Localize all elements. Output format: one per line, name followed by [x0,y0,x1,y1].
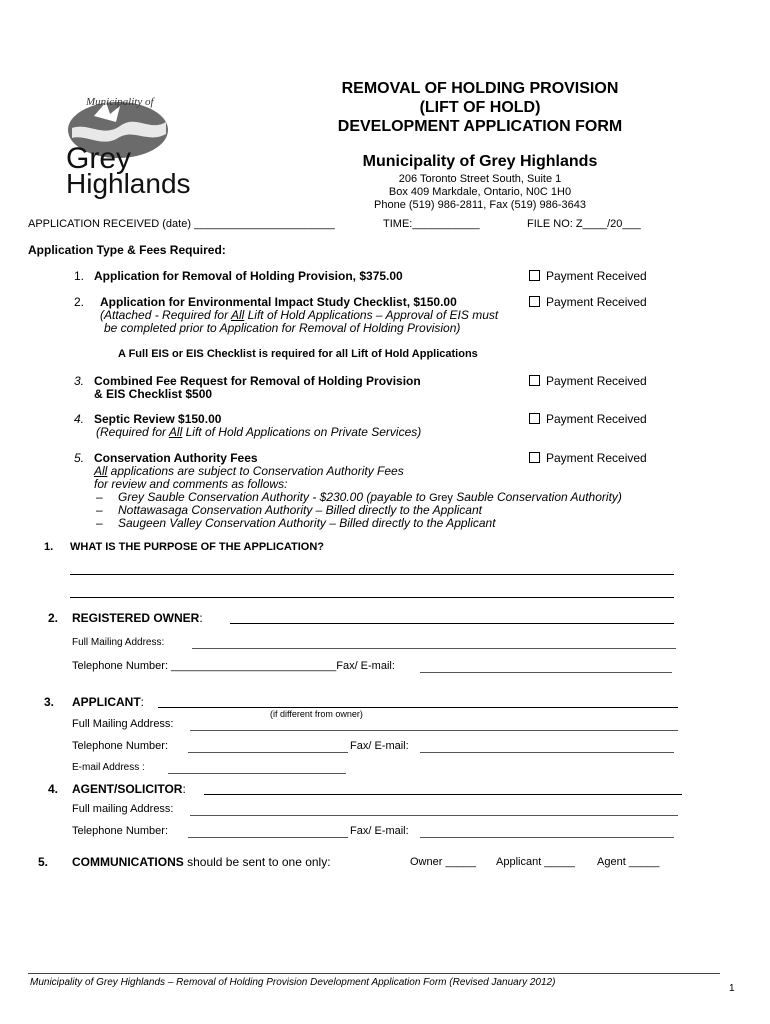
fee-item-5-text: Conservation Authority Fees [94,451,258,465]
agent-telephone-label: Telephone Number: [72,825,169,837]
owner-mailing-address-field[interactable] [192,648,676,649]
fee-item-1-text: Application for Removal of Holding Provision, $375.00 [94,269,403,283]
communications-agent-option[interactable]: Agent _____ [597,856,660,868]
ca-dash-2: – [96,503,103,517]
applicant-email-label: E-mail Address : [72,762,145,773]
q1-number: 1. [44,541,54,553]
q4-number: 4. [48,782,59,796]
file-number: FILE NO: Z____/20___ [527,218,641,230]
applicant-telephone-field[interactable] [188,752,348,753]
q5-number: 5. [38,855,49,869]
form-title-2: (LIFT OF HOLD) [419,99,541,116]
applicant-mailing-address-field[interactable] [190,730,678,731]
applicant-field[interactable] [158,707,678,708]
ca-grey-sauble: Grey Sauble Conservation Authority - $230.00 (payable to Grey Sauble Conservation Authority) [118,490,622,504]
payment-received-label: Payment Received [546,451,647,465]
payment-received-checkbox-4[interactable] [529,412,647,426]
org-name: Municipality of Grey Highlands [362,153,598,170]
received-time: TIME:___________ [383,218,480,230]
applicant-fax-email-label: Fax/ E-mail: [350,740,409,752]
municipality-logo [58,92,218,202]
checkbox-icon[interactable] [529,296,540,307]
ca-dash-3: – [96,516,103,530]
q2-number: 2. [48,611,59,625]
payment-received-label: Payment Received [546,269,647,283]
org-phone-fax: Phone (519) 986-2811, Fax (519) 986-3643 [374,199,586,211]
eis-requirement-note: A Full EIS or EIS Checklist is required for all Lift of Hold Applications [118,348,478,360]
form-title-1: REMOVAL OF HOLDING PROVISION [341,80,619,97]
application-received-date: APPLICATION RECEIVED (date) _______________________ [28,218,335,230]
payment-received-checkbox-5[interactable] [529,451,647,465]
fee-item-2-text: Application for Environmental Impact Study Checklist, $150.00 [100,295,457,309]
owner-fax-email-field[interactable] [420,672,672,673]
fee-item-1-num: 1. [74,269,85,283]
fee-item-2-num: 2. [74,295,85,309]
agent-fax-email-label: Fax/ E-mail: [350,825,409,837]
fee-item-3-text-2: & EIS Checklist $500 [94,387,213,401]
payment-received-label: Payment Received [546,412,647,426]
purpose-answer-line-2[interactable] [70,597,674,598]
fee-item-4-text: Septic Review $150.00 [94,412,222,426]
owner-mailing-address-label: Full Mailing Address: [72,637,165,648]
org-address-1: 206 Toronto Street South, Suite 1 [398,173,562,185]
ca-dash-1: – [96,490,103,504]
agent-telephone-field[interactable] [188,837,348,838]
communications-label: COMMUNICATIONS should be sent to one only: [72,855,331,869]
form-title-3: DEVELOPMENT APPLICATION FORM [337,118,623,135]
purpose-answer-line-1[interactable] [70,574,674,575]
q1-purpose-label: WHAT IS THE PURPOSE OF THE APPLICATION? [70,541,325,553]
agent-fax-email-field[interactable] [420,837,674,838]
applicant-mailing-address-label: Full Mailing Address: [72,718,174,730]
owner-telephone-label: Telephone Number: ___________________________Fax/ E-mail: [72,660,395,672]
fee-item-2-note-2: be completed prior to Application for Removal of Holding Provision) [104,321,461,335]
footer-text: Municipality of Grey Highlands – Removal of Holding Provision Development Application Form (Revised January 2012) [30,977,556,988]
payment-received-checkbox-2[interactable] [529,295,647,309]
fees-heading: Application Type & Fees Required: [28,243,226,257]
communications-applicant-option[interactable]: Applicant _____ [496,856,575,868]
fee-item-4-num: 4. [74,412,85,426]
registered-owner-field[interactable] [230,623,674,624]
applicant-email-field[interactable] [168,773,346,774]
fee-item-5-num: 5. [74,451,85,465]
registered-owner-label: REGISTERED OWNER: [72,611,203,625]
applicant-telephone-label: Telephone Number: [72,740,169,752]
agent-solicitor-field[interactable] [204,794,682,795]
logo-grey: Grey [66,142,132,175]
agent-solicitor-label: AGENT/SOLICITOR: [72,782,186,796]
footer-rule [28,973,720,974]
applicant-label: APPLICANT: [72,695,145,709]
checkbox-icon[interactable] [529,375,540,386]
agent-mailing-address-label: Full mailing Address: [72,803,174,815]
logo-municipality-of: Municipality of [86,96,154,108]
payment-received-label: Payment Received [546,374,647,388]
fee-item-2-note-1: (Attached - Required for All Lift of Hold Applications – Approval of EIS must [100,308,499,322]
ca-saugeen-valley: Saugeen Valley Conservation Authority – Billed directly to the Applicant [118,516,496,530]
checkbox-icon[interactable] [529,270,540,281]
checkbox-icon[interactable] [529,413,540,424]
fee-item-5-line-2: for review and comments as follows: [94,477,288,491]
applicant-fax-email-field[interactable] [420,752,674,753]
communications-owner-option[interactable]: Owner _____ [410,856,477,868]
logo-highlands: Highlands [66,168,191,199]
fee-item-3-text-1: Combined Fee Request for Removal of Holding Provision [94,374,421,388]
org-address-2: Box 409 Markdale, Ontario, N0C 1H0 [388,186,572,198]
checkbox-icon[interactable] [529,452,540,463]
fee-item-3-num: 3. [74,374,85,388]
payment-received-label: Payment Received [546,295,647,309]
agent-mailing-address-field[interactable] [190,815,678,816]
page-number: 1 [729,983,735,994]
payment-received-checkbox-3[interactable] [529,374,647,388]
q3-number: 3. [44,695,55,709]
fee-item-4-note: (Required for All Lift of Hold Applications on Private Services) [96,425,422,439]
ca-nottawasaga: Nottawasaga Conservation Authority – Billed directly to the Applicant [118,503,482,517]
fee-item-5-line-1: All applications are subject to Conservation Authority Fees [94,464,404,478]
payment-received-checkbox-1[interactable] [529,269,647,283]
applicant-if-different-note: (if different from owner) [270,709,363,719]
